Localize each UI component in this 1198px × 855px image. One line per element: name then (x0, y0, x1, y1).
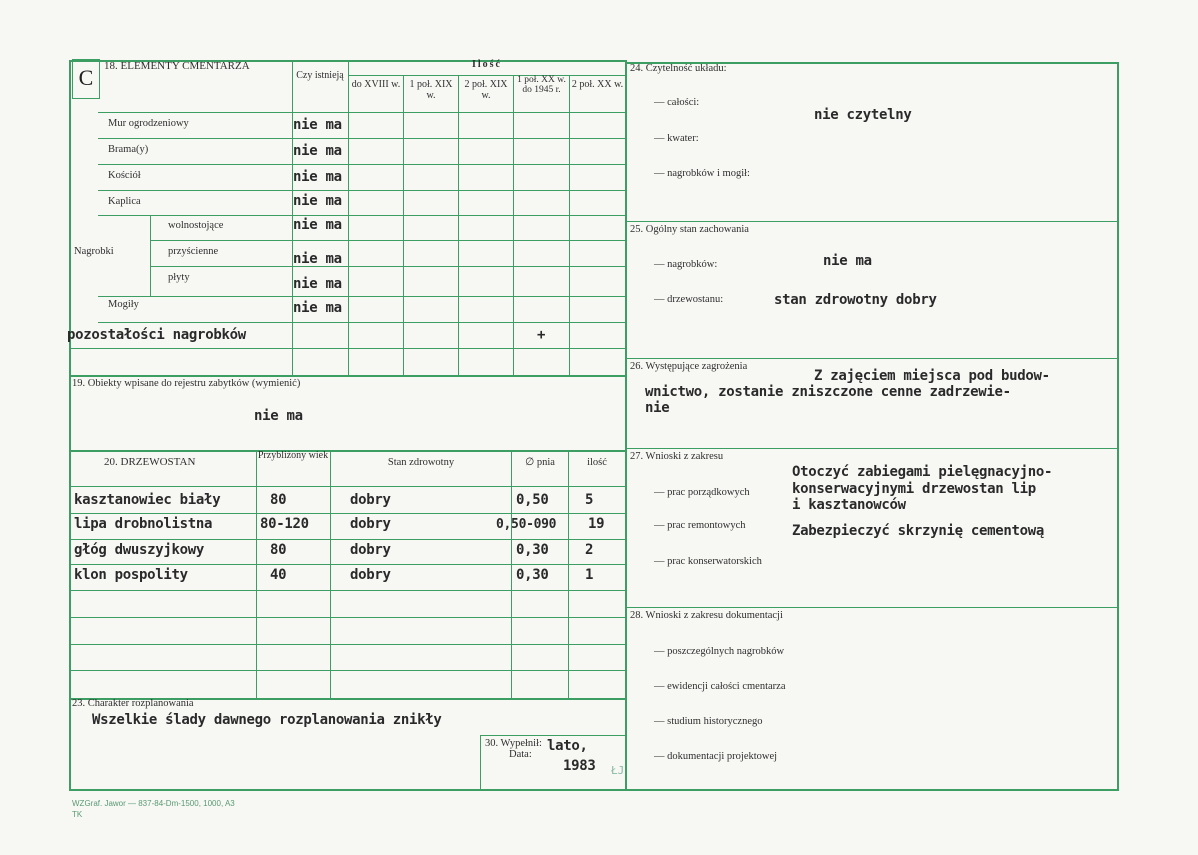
s23-title: 23. Charakter rozplanowania (72, 698, 194, 709)
s20-tree-health: dobry (350, 567, 391, 583)
s24-item: — nagrobków i mogił: (654, 168, 750, 179)
s28-item: — studium historycznego (654, 716, 763, 727)
s20-tree-diam: 0,30 (516, 542, 549, 558)
s18-exists-value: nie ma (293, 217, 342, 233)
s28-item: — dokumentacji projektowej (654, 751, 778, 762)
s30-value-season: lato, (547, 738, 588, 754)
s27-item: — prac konserwatorskich (654, 556, 762, 567)
s24-title: 24. Czytelność układu: (630, 63, 727, 74)
s18-exists-value: nie ma (293, 276, 342, 292)
s18-row-rule (98, 164, 626, 165)
s18-nagrobki-sub: przyścienne (168, 246, 219, 257)
s20-row-rule (70, 513, 626, 514)
s20-tree-name: głóg dwuszyjkowy (74, 542, 205, 558)
s19-value: nie ma (254, 408, 303, 424)
s18-col-4 (513, 76, 514, 375)
s20-tree-health: dobry (350, 542, 391, 558)
s25-top-rule (626, 221, 1118, 222)
s20-tree-name: kasztanowiec biały (74, 492, 221, 508)
s18-sub-header: 2 poł. XIX w. (464, 79, 508, 101)
s27-line: i kasztanowców (792, 497, 906, 513)
s18-col-2 (403, 76, 404, 375)
s18-row-label: Kościół (108, 170, 141, 181)
s18-sub-header: 1 poł. XIX w. (409, 79, 453, 101)
s20-row-rule (70, 617, 626, 618)
s20-col-age-header: Przybliżony wiek (257, 450, 329, 461)
footer-print-info: WZGraf. Jawor — 837-84-Dm-1500, 1000, A3 (72, 799, 235, 808)
s18-exists-value: nie ma (293, 300, 342, 316)
s28-item: — ewidencji całości cmentarza (654, 681, 786, 692)
s20-row-rule (70, 644, 626, 645)
s30-initials: ŁJ (611, 764, 625, 777)
s20-tree-qty: 1 (585, 567, 594, 583)
s18-col-5 (569, 76, 570, 375)
s18-row-rule (70, 348, 626, 349)
s18-row-rule (98, 215, 626, 216)
s19-top-rule (70, 375, 626, 377)
footer-initials: TK (72, 810, 83, 819)
s18-row-rule (98, 138, 626, 139)
s23-value: Wszelkie ślady dawnego rozplanowania znikły (92, 712, 442, 728)
s27-title: 27. Wnioski z zakresu (630, 451, 724, 462)
s30-label-date: Data: (509, 749, 532, 760)
s20-header-rule (70, 486, 626, 487)
s18-sub-header: 2 poł. XX w. (571, 79, 624, 90)
s30-box-top (480, 735, 626, 736)
s20-col-diam-left (511, 450, 512, 698)
s20-top-rule (70, 450, 626, 452)
s20-col-health-header: Stan zdrowotny (387, 457, 455, 468)
s18-exists-value: nie ma (293, 251, 342, 267)
s26-top-rule (626, 358, 1118, 359)
s26-line: nie (645, 400, 670, 416)
s18-row-rule (98, 190, 626, 191)
s18-row-label: Kaplica (108, 196, 141, 207)
s18-col-count-left (348, 60, 349, 375)
s24-value: nie czytelny (814, 107, 912, 123)
s20-tree-age: 80 (270, 542, 287, 558)
s20-row-rule (70, 564, 626, 565)
s18-extra-row-mark: + (537, 327, 546, 343)
s20-row-rule (70, 539, 626, 540)
s18-exists-value: nie ma (293, 169, 342, 185)
s25-item: — nagrobków: (654, 259, 718, 270)
s20-col-health-left (330, 450, 331, 698)
s20-tree-diam: 0,50 (516, 492, 549, 508)
s20-tree-age: 40 (270, 567, 287, 583)
section-letter-box: C (72, 59, 100, 99)
s20-tree-qty: 2 (585, 542, 594, 558)
s18-title: 18. ELEMENTY CMENTARZA (104, 60, 250, 72)
s25-title: 25. Ogólny stan zachowania (630, 224, 749, 235)
s28-top-rule (626, 607, 1118, 608)
frame-center-divider (625, 60, 627, 791)
s20-tree-name: klon pospolity (74, 567, 188, 583)
s18-row-rule (150, 240, 626, 241)
s18-row-rule (98, 296, 626, 297)
s27-line: Otoczyć zabiegami pielęgnacyjno- (792, 464, 1053, 480)
s20-tree-qty: 19 (588, 516, 605, 532)
s20-row-rule (70, 670, 626, 671)
s18-header-rule (98, 112, 626, 113)
s20-col-qty-left (568, 450, 569, 698)
s24-item: — kwater: (654, 133, 699, 144)
s20-tree-health: dobry (350, 516, 391, 532)
s27-line: Zabezpieczyć skrzynię cementową (792, 523, 1044, 539)
s20-col-diam-header: ∅ pnia (525, 457, 555, 468)
s20-tree-age: 80 (270, 492, 287, 508)
s24-item: — całości: (654, 97, 700, 108)
s18-col-3 (458, 76, 459, 375)
s20-row-rule (70, 590, 626, 591)
s18-exists-value: nie ma (293, 193, 342, 209)
s27-top-rule (626, 448, 1118, 449)
s25-value: stan zdrowotny dobry (774, 292, 937, 308)
s19-title: 19. Obiekty wpisane do rejestru zabytków (wymienić) (72, 378, 301, 389)
s28-title: 28. Wnioski z zakresu dokumentacji (630, 610, 783, 621)
s18-row-rule (150, 266, 626, 267)
s18-col-count-header: Ilość (472, 59, 502, 70)
s18-col-exists-header: Czy istnieją (296, 70, 344, 81)
s20-col-qty-header: ilość (587, 457, 607, 468)
s27-item: — prac porządkowych (654, 487, 750, 498)
s20-tree-qty: 5 (585, 492, 594, 508)
s27-line: konserwacyjnymi drzewostan lip (792, 481, 1036, 497)
s18-row-label: Brama(y) (108, 144, 149, 155)
s26-line: Z zajęciem miejsca pod budow- (814, 368, 1050, 384)
s20-tree-name: lipa drobnolistna (74, 516, 213, 532)
s27-item: — prac remontowych (654, 520, 746, 531)
s30-value-year: 1983 (563, 758, 596, 774)
frame-bottom (69, 789, 1119, 791)
s18-nagrobki-label: Nagrobki (74, 246, 114, 257)
s18-exists-value: nie ma (293, 143, 342, 159)
s25-item: — drzewostanu: (654, 294, 724, 305)
s18-sub-header: 1 poł. XX w. do 1945 r. (517, 75, 566, 96)
s18-row-label: Mur ogrodzeniowy (108, 118, 189, 129)
s28-item: — poszczególnych nagrobków (654, 646, 785, 657)
s26-title: 26. Występujące zagrożenia (630, 361, 748, 372)
s18-extra-row-label: pozostałości nagrobków (67, 327, 246, 343)
s20-title: 20. DRZEWOSTAN (104, 456, 196, 468)
s26-line: wnictwo, zostanie zniszczone cenne zadrzewie- (645, 384, 1011, 400)
s18-nagrobki-divider (150, 215, 151, 296)
s20-tree-diam: 0,50-090 (496, 517, 557, 532)
s18-nagrobki-sub: płyty (168, 272, 190, 283)
s20-tree-health: dobry (350, 492, 391, 508)
s18-row-rule (98, 322, 626, 323)
s20-tree-age: 80-120 (260, 516, 309, 532)
s18-exists-value: nie ma (293, 117, 342, 133)
s18-mogily-label: Mogiły (108, 299, 139, 310)
s30-box-left (480, 735, 481, 790)
frame-right (1117, 62, 1119, 791)
s20-col-age-left (256, 450, 257, 698)
s18-count-sub-rule (348, 75, 626, 76)
frame-left (69, 60, 71, 791)
s25-value: nie ma (823, 253, 872, 269)
s18-sub-header: do XVIII w. (351, 79, 401, 90)
s20-tree-diam: 0,30 (516, 567, 549, 583)
s30-label-filled-by: 30. Wypełnił: (485, 738, 542, 749)
s18-nagrobki-sub: wolnostojące (168, 220, 224, 231)
